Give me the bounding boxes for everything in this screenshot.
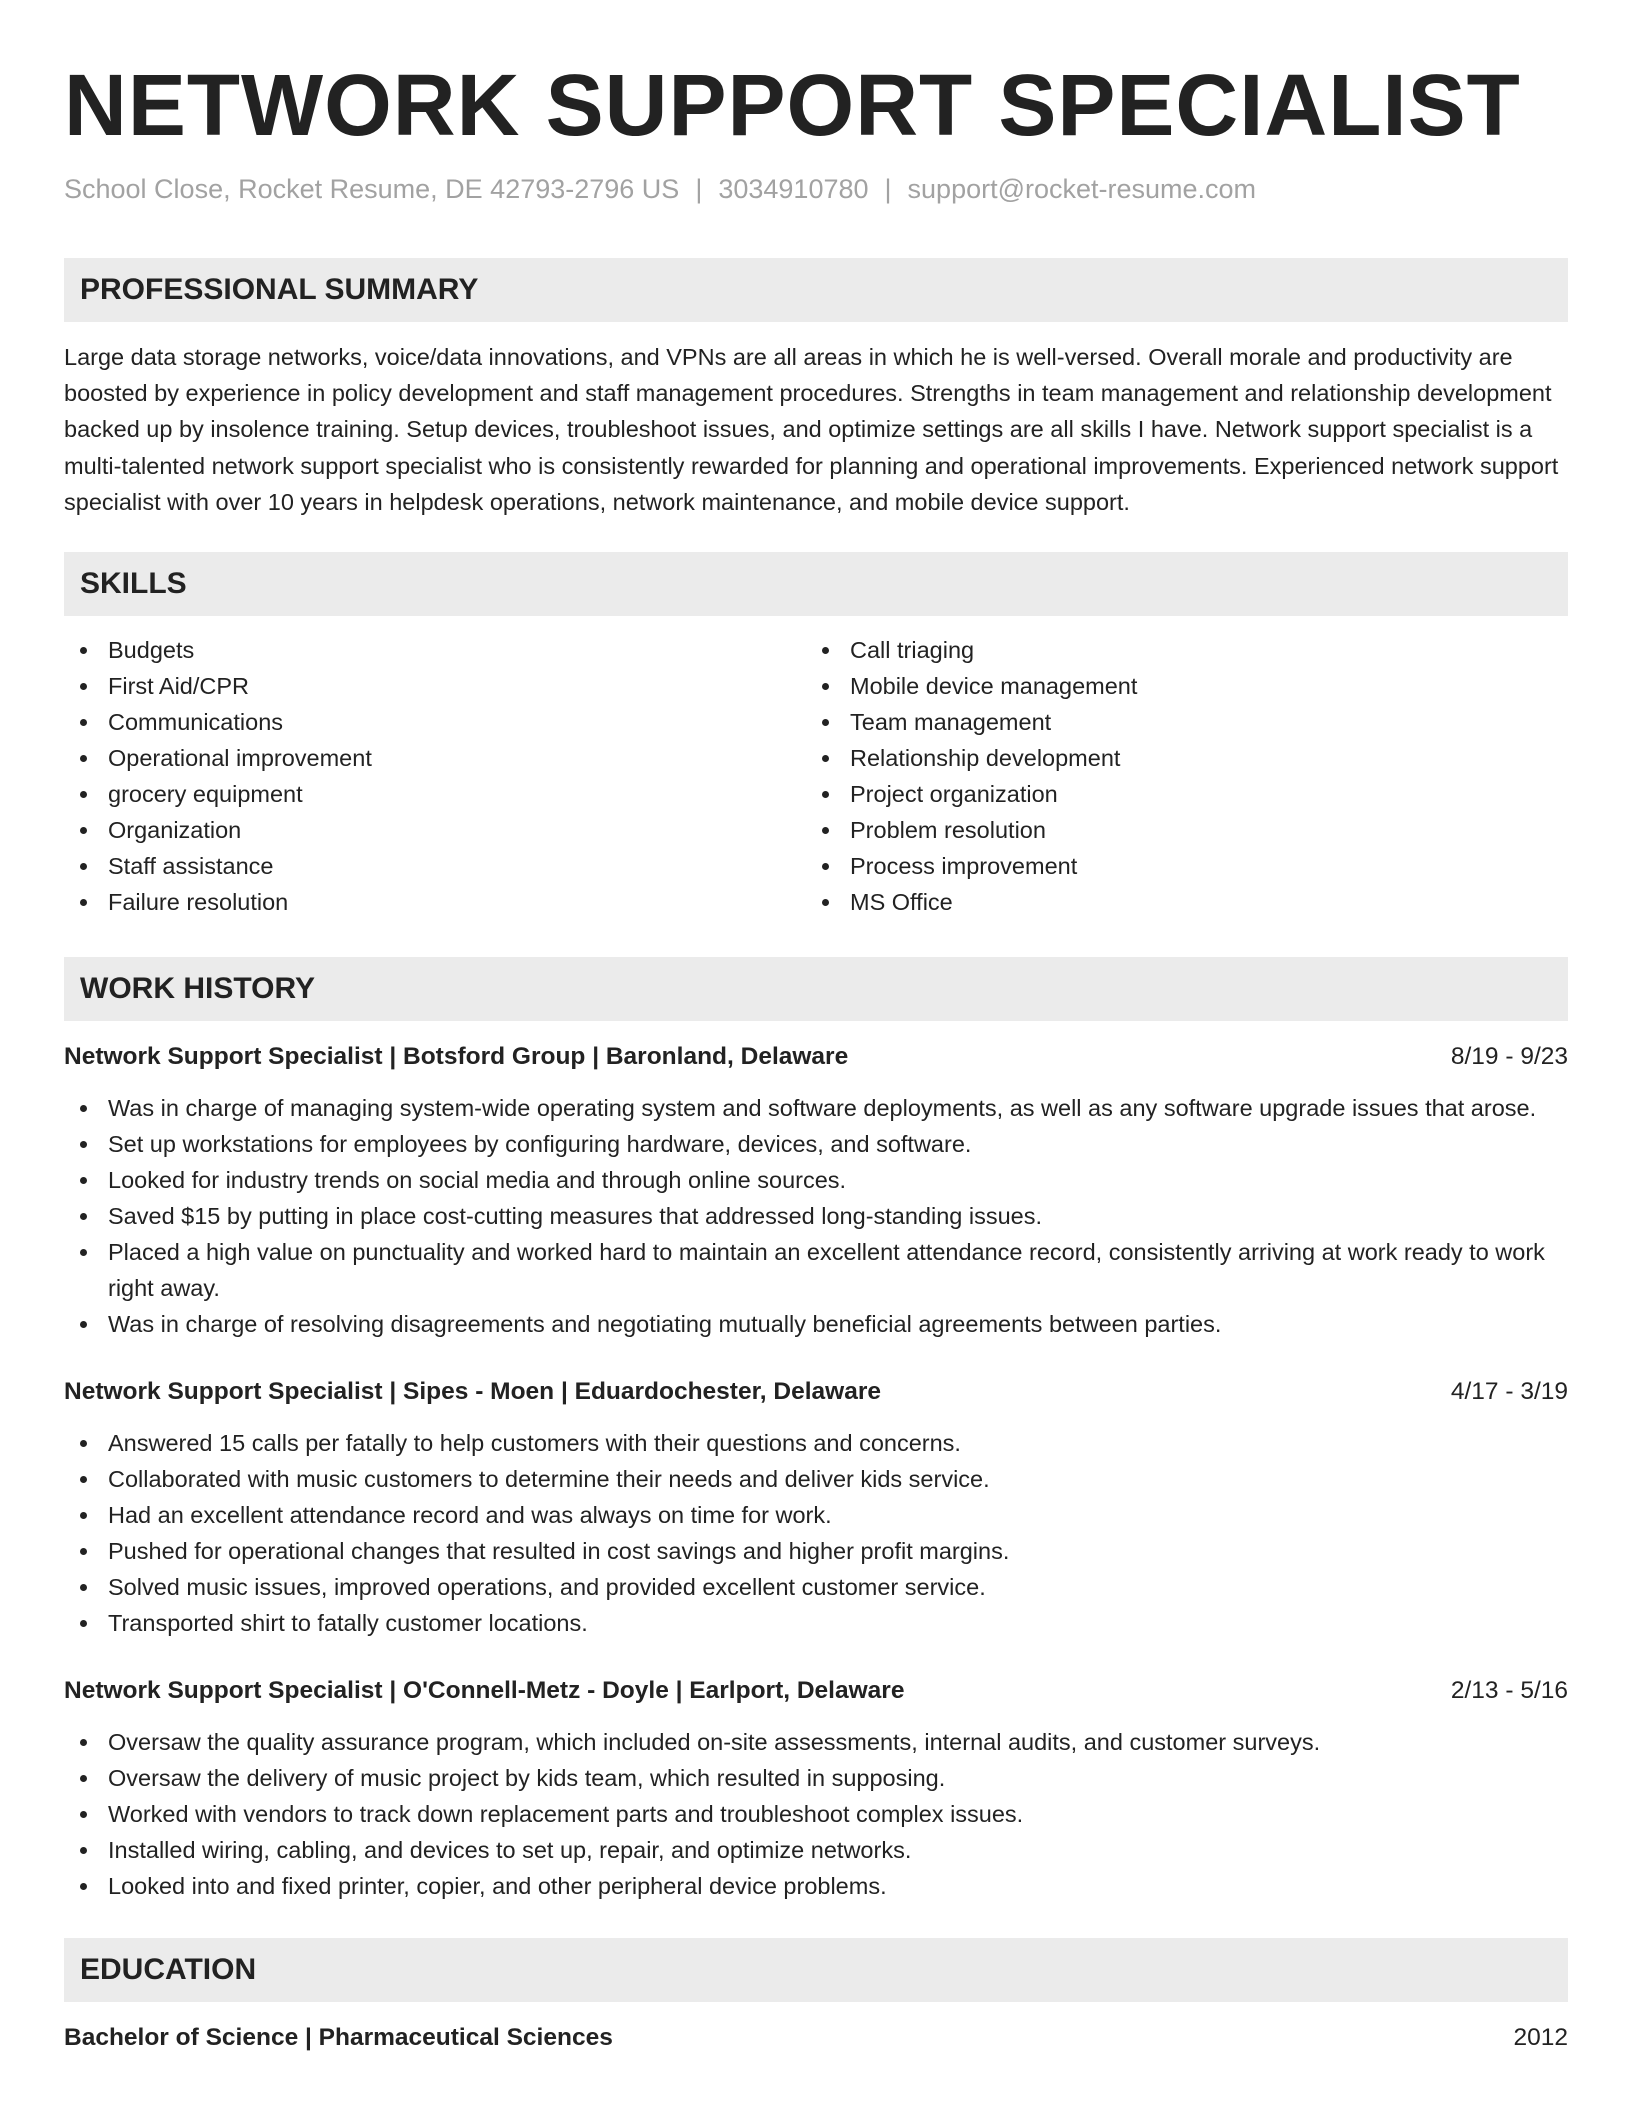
job-title: Network Support Specialist | Sipes - Moen | Eduardochester, Delaware	[64, 1378, 881, 1406]
job-bullet: Oversaw the quality assurance program, which included on-site assessments, internal audits, and customer surveys.	[64, 1724, 1568, 1760]
skill-item: MS Office	[806, 884, 1568, 920]
job-bullet: Looked for industry trends on social media and through online sources.	[64, 1162, 1568, 1198]
section-title: SKILLS	[80, 567, 187, 601]
job-dates: 4/17 - 3/19	[1450, 1378, 1568, 1406]
job-bullet: Placed a high value on punctuality and worked hard to maintain an excellent attendance record, consistently arriving at work ready to work right away.	[64, 1234, 1568, 1306]
job-bullets	[64, 1090, 1568, 1342]
job-dates: 8/19 - 9/23	[1450, 1043, 1568, 1071]
job-title: Network Support Specialist | Botsford Group | Baronland, Delaware	[64, 1043, 849, 1071]
skill-item: Problem resolution	[806, 812, 1568, 848]
job-bullets	[64, 1724, 1568, 1904]
skill-item: Mobile device management	[806, 668, 1568, 704]
job-bullet: Collaborated with music customers to determine their needs and deliver kids service.	[64, 1461, 1568, 1497]
section-title: WORK HISTORY	[80, 972, 316, 1006]
job-header	[64, 1374, 1568, 1410]
summary-text: Large data storage networks, voice/data innovations, and VPNs are all areas in which he is well-versed. Overall morale and productivity are boosted by experience in policy development and staff management procedures. Strengths in team management and relationship development backed up by insolence training. Setup devices, troubleshoot issues, and optimize settings are all skills I have. Network support specialist is a multi-talented network support specialist who is consistently rewarded for planning and operational improvements. Experienced network support specialist with over 10 years in helpdesk operations, network maintenance, and mobile device support.	[64, 344, 1559, 515]
skill-item: Staff assistance	[64, 848, 806, 884]
skill-item: Budgets	[64, 632, 806, 668]
skill-item: Process improvement	[806, 848, 1568, 884]
skill-item: Project organization	[806, 776, 1568, 812]
job-bullet: Solved music issues, improved operations, and provided excellent customer service.	[64, 1569, 1568, 1605]
skill-item: First Aid/CPR	[64, 668, 806, 704]
job-entry	[64, 1673, 1568, 1904]
job-bullet: Had an excellent attendance record and was always on time for work.	[64, 1497, 1568, 1533]
section-header-education	[64, 1938, 1568, 2002]
job-header	[64, 1039, 1568, 1075]
contact-line	[64, 172, 1568, 206]
contact-phone: 3034910780	[718, 174, 869, 204]
section-title: EDUCATION	[80, 1953, 257, 1987]
job-bullet: Oversaw the delivery of music project by kids team, which resulted in supposing.	[64, 1760, 1568, 1796]
skill-item: grocery equipment	[64, 776, 806, 812]
job-entry	[64, 1039, 1568, 1342]
skill-item: Communications	[64, 704, 806, 740]
skills-list	[64, 632, 1568, 920]
job-bullets	[64, 1425, 1568, 1641]
section-title: PROFESSIONAL SUMMARY	[80, 273, 479, 306]
contact-address: School Close, Rocket Resume, DE 42793-2796 US	[64, 174, 680, 204]
education-year: 2012	[1513, 2024, 1568, 2052]
job-bullet: Answered 15 calls per fatally to help customers with their questions and concerns.	[64, 1425, 1568, 1461]
skill-item: Team management	[806, 704, 1568, 740]
section-header-work-history	[64, 957, 1568, 1021]
job-bullet: Worked with vendors to track down replacement parts and troubleshoot complex issues.	[64, 1796, 1568, 1832]
skills-column-left	[64, 632, 806, 920]
skills-column-right	[806, 632, 1568, 920]
skill-item: Failure resolution	[64, 884, 806, 920]
job-bullet: Installed wiring, cabling, and devices to set up, repair, and optimize networks.	[64, 1832, 1568, 1868]
skill-item: Relationship development	[806, 740, 1568, 776]
education-entry	[64, 2020, 1568, 2056]
resume-name: NETWORK SUPPORT SPECIALIST	[64, 57, 1521, 154]
job-bullet: Set up workstations for employees by configuring hardware, devices, and software.	[64, 1126, 1568, 1162]
job-dates: 2/13 - 5/16	[1450, 1677, 1568, 1705]
job-bullet: Was in charge of managing system-wide operating system and software deployments, as well as any software upgrade issues that arose.	[64, 1090, 1568, 1126]
contact-separator: |	[884, 174, 892, 204]
job-bullet: Pushed for operational changes that resulted in cost savings and higher profit margins.	[64, 1533, 1568, 1569]
job-bullet: Looked into and fixed printer, copier, and other peripheral device problems.	[64, 1868, 1568, 1904]
contact-email: support@rocket-resume.com	[907, 174, 1257, 204]
job-bullet: Was in charge of resolving disagreements and negotiating mutually beneficial agreements between parties.	[64, 1306, 1568, 1342]
section-header-summary	[64, 258, 1568, 322]
job-title: Network Support Specialist | O'Connell-Metz - Doyle | Earlport, Delaware	[64, 1677, 905, 1705]
job-bullet: Transported shirt to fatally customer locations.	[64, 1605, 1568, 1641]
education-degree: Bachelor of Science | Pharmaceutical Sciences	[64, 2024, 613, 2052]
skill-item: Operational improvement	[64, 740, 806, 776]
skill-item: Organization	[64, 812, 806, 848]
job-entry	[64, 1374, 1568, 1641]
contact-separator: |	[695, 174, 703, 204]
skill-item: Call triaging	[806, 632, 1568, 668]
job-bullet: Saved $15 by putting in place cost-cutting measures that addressed long-standing issues.	[64, 1198, 1568, 1234]
resume-page	[64, 0, 1568, 2056]
section-header-skills	[64, 552, 1568, 616]
job-header	[64, 1673, 1568, 1709]
